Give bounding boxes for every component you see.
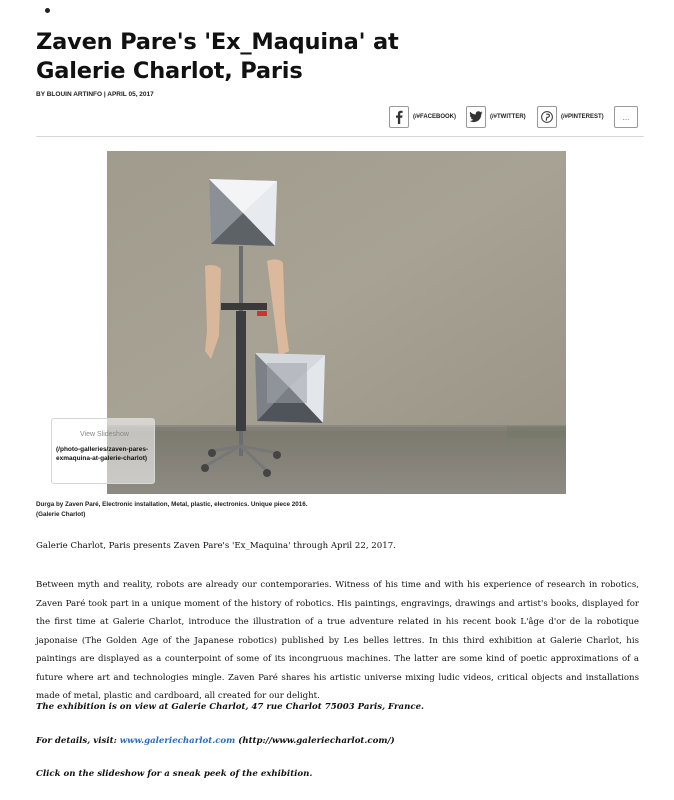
details-line <box>36 736 395 746</box>
share-facebook-button[interactable] <box>389 106 456 128</box>
view-slideshow-label: View Slideshow <box>80 431 129 438</box>
slideshow-note: Click on the slideshow for a sneak peek of the exhibition. <box>36 769 313 779</box>
byline: BY BLOUIN ARTINFO | APRIL 05, 2017 <box>36 91 154 98</box>
share-more-button[interactable] <box>614 106 638 128</box>
page-title: Zaven Pare's 'Ex_Maquina' at Galerie Charlot, Paris <box>36 29 399 84</box>
caption-credit: (Galerie Charlot) <box>36 511 86 518</box>
divider <box>36 136 644 137</box>
share-twitter-label: (/#TWITTER) <box>490 114 526 120</box>
facebook-icon <box>389 106 409 128</box>
more-icon: ... <box>614 106 638 128</box>
artwork-photo[interactable] <box>107 151 566 494</box>
share-twitter-button[interactable] <box>466 106 526 128</box>
image-caption <box>36 500 308 520</box>
exhibition-info: The exhibition is on view at Galerie Charlot, 47 rue Charlot 75003 Paris, France. <box>36 702 425 712</box>
twitter-icon <box>466 106 486 128</box>
caption-text: Durga by Zaven Paré, Electronic installation, Metal, plastic, electronics. Unique piece 2016. <box>36 501 308 508</box>
gallery-website-link[interactable]: www.galeriecharlot.com <box>119 736 236 746</box>
view-slideshow-link[interactable] <box>51 418 155 484</box>
share-pinterest-label: (/#PINTEREST) <box>561 114 604 120</box>
details-url: (http://www.galeriecharlot.com/) <box>238 736 395 746</box>
intro-paragraph: Galerie Charlot, Paris presents Zaven Pare's 'Ex_Maquina' through April 22, 2017. <box>36 541 396 551</box>
slideshow-url[interactable]: (/photo-galleries/zaven-pares-exmaquina-at-galerie-charlot) <box>56 446 149 462</box>
body-paragraph: Between myth and reality, robots are already our contemporaries. Witness of his time and with his experience of research in robotics, Zaven Paré took part in a unique moment of the history of robotics. His paintings, engravings, drawings and artist's books, displayed for the first time at Galerie Charlot, introduce the illustration of a true adventure related in his recent book L'âge d'or de la robotique japonaise (The Golden Age of the Japanese robotics) published by Les belles lettres. In this third exhibition at Galerie Charlot, his paintings are displayed as a counterpoint of some of its incongruous machines. The latter are some kind of poetic approximations of a future where art and technologies mingle. Zaven Paré shares his artistic universe mixing ludic videos, critical objects and installations made of metal, plastic and cardboard, all created for our delight. <box>36 580 639 701</box>
share-facebook-label: (/#FACEBOOK) <box>413 114 457 120</box>
share-pinterest-button[interactable] <box>537 106 604 128</box>
bullet-dot <box>45 8 50 13</box>
details-prefix: For details, visit: <box>36 736 117 746</box>
pinterest-icon <box>537 106 557 128</box>
